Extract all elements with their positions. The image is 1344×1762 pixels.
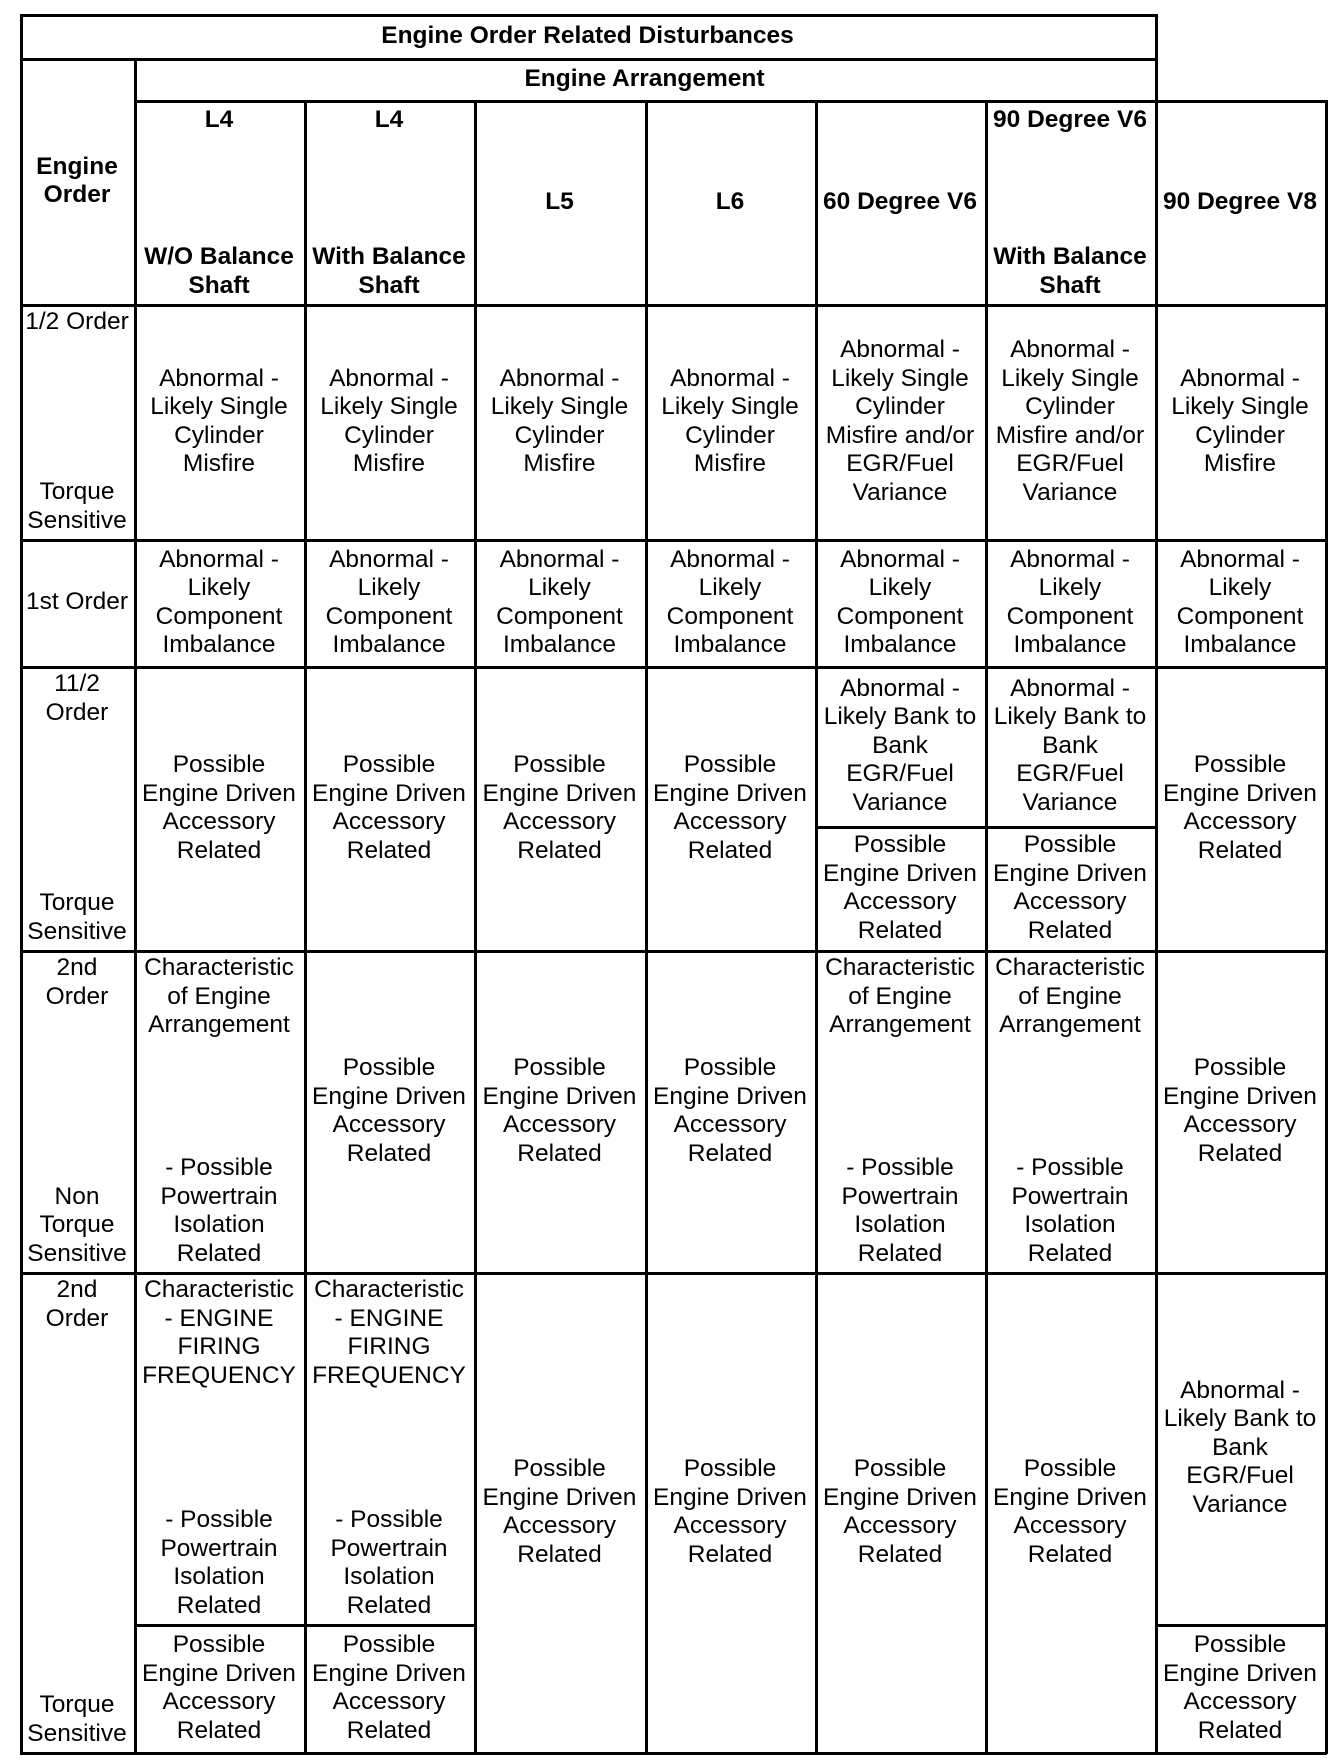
column-header-1 <box>134 100 304 304</box>
cell-2nd-order-ts-col2-lower <box>304 1624 474 1752</box>
cell-text-powertrain: - Possible Powertrain Isolation Related <box>330 1506 448 1619</box>
row-order: 2nd Order <box>45 1276 109 1332</box>
cell-1-5-order-col2 <box>304 666 474 950</box>
cell-1st-order-col3 <box>474 539 645 666</box>
cell-text: Possible Engine Driven Accessory Related <box>312 751 466 864</box>
cell-1-5-order-col7 <box>1155 666 1325 950</box>
row-order: 1/2 Order <box>25 308 129 335</box>
cell-text: Abnormal - Likely Component Imbalance <box>496 545 623 658</box>
cell-text: Abnormal - Likely Bank to Bank EGR/Fuel Variance <box>1163 1376 1317 1518</box>
engine-arrangement-header <box>134 58 1155 100</box>
cell-text-characteristic: Characteristic - ENGINE FIRING FREQUENCY <box>142 1276 296 1389</box>
engine-order-text: Engine Order <box>36 152 118 208</box>
cell-text: Abnormal - Likely Single Cylinder Misfire <box>661 364 799 477</box>
cell-text: Possible Engine Driven Accessory Related <box>993 831 1147 944</box>
row-order: 2nd Order <box>45 954 109 1010</box>
cell-text: Possible Engine Driven Accessory Related <box>482 1455 637 1568</box>
cell-text-powertrain: - Possible Powertrain Isolation Related <box>1011 1154 1129 1267</box>
column-header-2 <box>304 100 474 304</box>
cell-text-characteristic: Characteristic - ENGINE FIRING FREQUENCY <box>312 1276 466 1389</box>
cell-text-powertrain: - Possible Powertrain Isolation Related <box>160 1154 278 1267</box>
table-title <box>20 14 1155 58</box>
row-header-5 <box>20 1272 134 1752</box>
cell-half-order-col6 <box>985 304 1155 539</box>
cell-half-order-col5 <box>815 304 985 539</box>
cell-1st-order-col6 <box>985 539 1155 666</box>
cell-2nd-order-nts-col7 <box>1155 950 1325 1272</box>
column-header-6 <box>985 100 1155 304</box>
cell-2nd-order-nts-col4 <box>645 950 815 1272</box>
cell-text: Possible Engine Driven Accessory Related <box>142 751 296 864</box>
cell-text: Abnormal - Likely Component Imbalance <box>1176 545 1304 658</box>
cell-text: Possible Engine Driven Accessory Related <box>142 1631 296 1744</box>
engine-name: L4 <box>204 106 234 133</box>
cell-1-5-order-col4 <box>645 666 815 950</box>
cell-text: Abnormal - Likely Bank to Bank EGR/Fuel Variance <box>823 674 977 816</box>
row-header-1 <box>20 304 134 539</box>
cell-text: Abnormal - Likely Single Cylinder Misfire and/or EGR/Fuel Variance <box>995 336 1145 506</box>
engine-name: L6 <box>715 187 745 215</box>
cell-2nd-order-ts-col1-upper <box>134 1272 304 1624</box>
cell-1st-order-col2 <box>304 539 474 666</box>
column-header-4 <box>645 100 815 304</box>
cell-2nd-order-nts-col2 <box>304 950 474 1272</box>
row-header-4 <box>20 950 134 1272</box>
cell-half-order-col1 <box>134 304 304 539</box>
cell-2nd-order-ts-col5 <box>815 1272 985 1752</box>
cell-text: Abnormal - Likely Single Cylinder Misfire <box>320 364 458 477</box>
cell-1st-order-col1 <box>134 539 304 666</box>
cell-2nd-order-ts-col7-lower <box>1155 1624 1325 1752</box>
cell-text: Abnormal - Likely Single Cylinder Misfire <box>490 364 629 477</box>
cell-text: Possible Engine Driven Accessory Related <box>312 1631 466 1744</box>
cell-text: Possible Engine Driven Accessory Related <box>993 1455 1147 1568</box>
cell-text-powertrain: - Possible Powertrain Isolation Related <box>841 1154 959 1267</box>
cell-text: Possible Engine Driven Accessory Related <box>1163 1054 1317 1167</box>
cell-2nd-order-ts-col7-upper <box>1155 1272 1325 1624</box>
cell-text: Abnormal - Likely Single Cylinder Misfire <box>150 364 288 477</box>
cell-text: Abnormal - Likely Single Cylinder Misfire and/or EGR/Fuel Variance <box>825 336 975 506</box>
row-sensitivity: Torque Sensitive <box>27 1691 127 1747</box>
row-sensitivity: Torque Sensitive <box>27 889 127 945</box>
table-title-text: Engine Order Related Disturbances <box>381 21 794 49</box>
engine-order-header <box>20 58 134 304</box>
cell-text: Possible Engine Driven Accessory Related <box>653 1054 807 1167</box>
cell-2nd-order-nts-col6 <box>985 950 1155 1272</box>
cell-half-order-col7 <box>1155 304 1325 539</box>
cell-text-characteristic: Characteristic of Engine Arrangement <box>995 954 1145 1038</box>
cell-1st-order-col7 <box>1155 539 1325 666</box>
engine-subtype: W/O Balance Shaft <box>144 243 294 299</box>
cell-text: Possible Engine Driven Accessory Related <box>1163 751 1317 864</box>
cell-1st-order-col5 <box>815 539 985 666</box>
engine-arrangement-text: Engine Arrangement <box>524 64 765 92</box>
cell-half-order-col4 <box>645 304 815 539</box>
cell-1-5-order-col6-lower <box>985 826 1155 950</box>
row-sensitivity: Non Torque Sensitive <box>27 1182 127 1267</box>
cell-text: Abnormal - Likely Component Imbalance <box>666 545 794 658</box>
row-order: 1st Order <box>25 588 129 616</box>
cell-text-characteristic: Characteristic of Engine Arrangement <box>825 954 975 1038</box>
engine-name: 90 Degree V8 <box>1163 187 1317 215</box>
grid-line <box>1325 100 1328 1754</box>
cell-text: Possible Engine Driven Accessory Related <box>653 1455 807 1568</box>
column-header-5 <box>815 100 985 304</box>
cell-text: Possible Engine Driven Accessory Related <box>312 1054 466 1167</box>
cell-2nd-order-nts-col1 <box>134 950 304 1272</box>
grid-line <box>20 1752 1327 1755</box>
cell-1-5-order-col6-upper <box>985 666 1155 826</box>
cell-2nd-order-ts-col1-lower <box>134 1624 304 1752</box>
cell-1-5-order-col5-lower <box>815 826 985 950</box>
cell-text: Possible Engine Driven Accessory Related <box>482 751 637 864</box>
cell-text-characteristic: Characteristic of Engine Arrangement <box>144 954 294 1038</box>
cell-text: Possible Engine Driven Accessory Related <box>653 751 807 864</box>
cell-text: Abnormal - Likely Bank to Bank EGR/Fuel Variance <box>993 674 1147 816</box>
cell-text-powertrain: - Possible Powertrain Isolation Related <box>160 1506 278 1619</box>
engine-name: 60 Degree V6 <box>823 187 977 215</box>
cell-2nd-order-ts-col4 <box>645 1272 815 1752</box>
cell-2nd-order-ts-col2-upper <box>304 1272 474 1624</box>
cell-text: Possible Engine Driven Accessory Related <box>823 1455 977 1568</box>
engine-name: L5 <box>545 187 574 215</box>
cell-text: Abnormal - Likely Component Imbalance <box>325 545 453 658</box>
cell-2nd-order-ts-col3 <box>474 1272 645 1752</box>
cell-2nd-order-ts-col6 <box>985 1272 1155 1752</box>
column-header-3 <box>474 100 645 304</box>
cell-text: Abnormal - Likely Component Imbalance <box>1006 545 1134 658</box>
cell-1-5-order-col5-upper <box>815 666 985 826</box>
cell-text: Abnormal - Likely Component Imbalance <box>836 545 964 658</box>
row-header-2 <box>20 539 134 666</box>
column-header-7 <box>1155 100 1325 304</box>
row-order: 11/2 Order <box>45 670 109 726</box>
engine-subtype: With Balance Shaft <box>312 243 466 299</box>
cell-text: Abnormal - Likely Single Cylinder Misfire <box>1171 364 1309 477</box>
engine-name: 90 Degree V6 <box>993 106 1147 133</box>
cell-text: Possible Engine Driven Accessory Related <box>823 831 977 944</box>
cell-text: Possible Engine Driven Accessory Related <box>482 1054 637 1167</box>
engine-subtype: With Balance Shaft <box>993 243 1147 299</box>
cell-half-order-col3 <box>474 304 645 539</box>
cell-2nd-order-nts-col5 <box>815 950 985 1272</box>
cell-text: Abnormal - Likely Component Imbalance <box>155 545 283 658</box>
row-header-3 <box>20 666 134 950</box>
cell-1-5-order-col1 <box>134 666 304 950</box>
cell-half-order-col2 <box>304 304 474 539</box>
cell-1-5-order-col3 <box>474 666 645 950</box>
cell-1st-order-col4 <box>645 539 815 666</box>
cell-2nd-order-nts-col3 <box>474 950 645 1272</box>
cell-text: Possible Engine Driven Accessory Related <box>1163 1631 1317 1744</box>
row-sensitivity: Torque Sensitive <box>27 478 127 534</box>
engine-name: L4 <box>374 106 404 133</box>
